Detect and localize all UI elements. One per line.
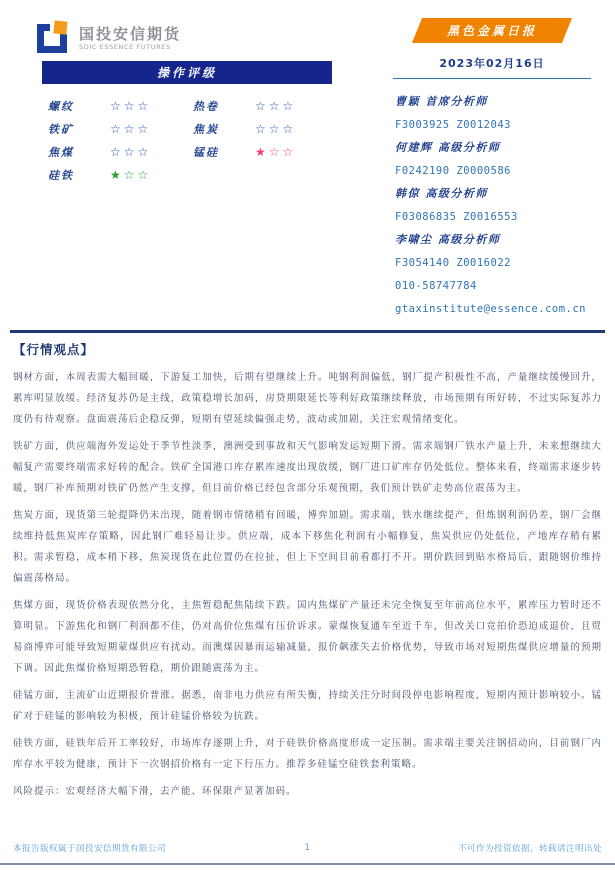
paragraph-silicomanganese: 硅锰方面，主流矿山近期报价普涨。据悉，南非电力供应有所失衡，持续关注分时间段停电影响程度，短期内预计影响较小。锰矿对于硅锰的影响较为积极，预计硅锰价格较为抗跌。 (13, 690, 602, 722)
paragraph-steel: 钢材方面，本周表需大幅回暖，下游复工加快，后期有望继续上升。吨钢利润偏低，钢厂提产积极性不高，产量继续缓慢回升，累库明显放缓。经济复苏仍是主线，政策稳增长加码，房贷期限延长等利好政策继续释放，市场预期有所好转，不过实际复苏力度仍有待观察。盘面震荡后企稳反弹，短期有望延续偏强走势，波动或加剧，关注宏观情绪变化。 (13, 372, 602, 425)
rating-cell-guitie (42, 167, 187, 183)
section-divider (10, 330, 605, 333)
section-heading: 【行情观点】 (13, 342, 95, 357)
footer-copyright: 本报告版权属于国投安信期货有限公司 (13, 844, 167, 854)
market-view-section (13, 340, 602, 808)
report-title-banner (412, 18, 572, 43)
rating-cell-menggui (187, 144, 332, 160)
paragraph-risk-note: 风险提示：宏观经济大幅下滑，去产能、环保限产显著加码。 (13, 786, 297, 797)
rating-cell-jiaotan (187, 121, 332, 137)
rating-cell-luowen (42, 98, 187, 114)
rating-label: 铁矿 (48, 122, 74, 136)
rating-row (42, 140, 332, 163)
paragraph-coke: 焦炭方面，现货第三轮提降仍未出现，随着钢市情绪稍有回暖，博弈加剧。需求端，铁水继续提产，但炼钢利润仍差，钢厂会继续维持低焦炭库存策略，因此钢厂难轻易让步。供应端，成本下移焦化利润有小幅修复，焦炭供应仍处低位，产地库存稍有累积。需求暂稳，成本稍下移，焦炭现货在此位置仍在拉扯，但上下空间目前看都打不开。期价跌回到贴水格局后，跟随钢价维持偏震荡格局。 (13, 510, 602, 584)
analyst-list (393, 95, 591, 316)
paragraph-iron-ore: 铁矿方面，供应端海外发运处于季节性淡季，澳洲受到事故和天气影响发运短期下滑。需求端钢厂铁水产量上升，未来想继续大幅复产需要终端需求好转的配合。铁矿全国港口库存累库速度出现放缓，钢厂进口矿库存仍处低位。整体来看，终端需求逐步转暖，钢厂补库预期对铁矿仍然产生支撑，但目前价格已经包含部分乐观预期，我们预计铁矿走势高位震荡为主。 (13, 441, 602, 494)
analyst-name: 李啸尘 高级分析师 (395, 233, 501, 246)
rating-label: 热卷 (193, 99, 219, 113)
rating-label: 硅铁 (48, 168, 74, 182)
footer-page-number: 1 (304, 843, 311, 853)
date-rule (393, 78, 591, 79)
rating-stars: ★☆☆ (255, 144, 297, 159)
rating-label: 锰硅 (193, 145, 219, 159)
rating-table (42, 61, 332, 186)
analyst-name: 韩倞 高级分析师 (395, 187, 488, 200)
rating-stars: ☆☆☆ (255, 98, 297, 113)
rating-cell-jiaomei (42, 144, 187, 160)
company-name-cn: 国投安信期货 (79, 25, 182, 43)
paragraph-coking-coal: 焦煤方面，现货价格表现依然分化，主焦暂稳配焦陆续下跌。国内焦煤矿产量还未完全恢复至年前高位水平，累库压力暂时还不算明显。下游焦化和钢厂利润都不佳，仍对高价位焦煤有压价诉求。蒙煤恢复通车至近千车，但改关口竞拍价恐迫成退价，且贸易商博弈可能导致短期蒙煤供应有扰动。而澳煤因暴雨运输减量，报价飙涨失去价格优势，导致市场对短期焦煤供应增量的预期下调。因此焦煤价格短期恐暂稳，期价跟随震荡为主。 (13, 600, 602, 674)
analyst-code: F03086835 Z0016553 (395, 211, 518, 223)
report-date: 2023年02月16日 (439, 57, 545, 70)
paragraph-ferrosilicon: 硅铁方面，硅铁年后开工率较好，市场库存逐期上升，对于硅铁价格高度形成一定压制。需求端主要关注钢招动向，目前钢厂内库存水平较为健康，预计下一次钢招价格有一定下行压力。推荐多硅锰空硅铁套利策略。 (13, 738, 602, 770)
rating-table-header: 操作评级 (42, 61, 332, 84)
company-logo-icon (34, 20, 72, 58)
rating-stars: ☆☆☆ (255, 121, 297, 136)
company-name-en: SDIC ESSENCE FUTURES (79, 43, 171, 51)
contact-phone: 010-58747784 (395, 280, 477, 292)
rating-grid (42, 94, 332, 186)
rating-stars: ☆☆☆ (110, 121, 152, 136)
rating-row (42, 163, 332, 186)
report-title: 黑色金属日报 (446, 24, 537, 38)
bottom-rule (0, 863, 615, 865)
rating-label: 螺纹 (48, 99, 74, 113)
analyst-code: F3003925 Z0012043 (395, 119, 511, 131)
company-name (79, 26, 181, 52)
rating-label: 焦炭 (193, 122, 219, 136)
rating-cell-rejuan (187, 98, 332, 114)
rating-row (42, 117, 332, 140)
analyst-code: F3054140 Z0016022 (395, 257, 511, 269)
company-logo (34, 20, 181, 58)
rating-cell-tiekuang (42, 121, 187, 137)
rating-label: 焦煤 (48, 145, 74, 159)
analyst-name: 曹颖 首席分析师 (395, 95, 488, 108)
rating-stars: ☆☆☆ (110, 98, 152, 113)
page-footer (13, 842, 602, 854)
analyst-name: 何建辉 高级分析师 (395, 141, 501, 154)
report-meta-column (393, 18, 591, 325)
rating-row (42, 94, 332, 117)
analyst-code: F0242190 Z0000586 (395, 165, 511, 177)
rating-stars: ☆☆☆ (110, 144, 152, 159)
rating-stars: ★☆☆ (110, 167, 152, 182)
footer-note: 不可作为投资依据，转载请注明出处 (458, 844, 603, 854)
contact-email: gtaxinstitute@essence.com.cn (395, 303, 587, 315)
